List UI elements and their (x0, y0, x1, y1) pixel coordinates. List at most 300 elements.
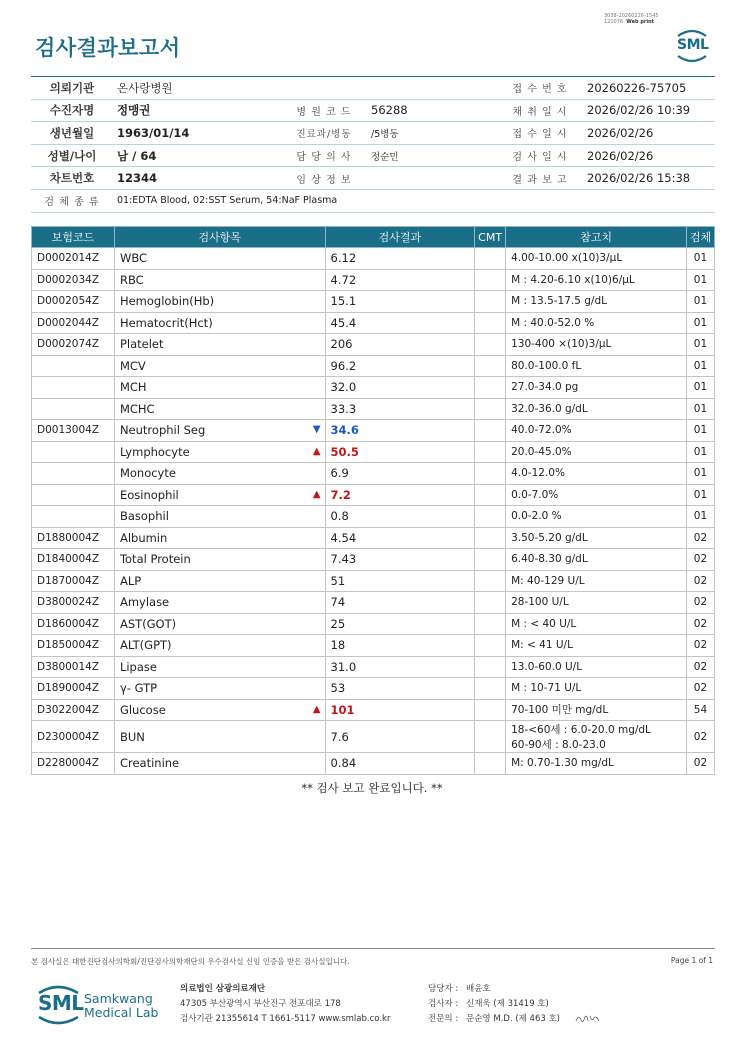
staff-row (428, 1012, 601, 1027)
reference-range (506, 398, 687, 420)
test-name-label: Eosinophil (119, 487, 179, 502)
test-name (114, 592, 325, 614)
test-name-label: γ- GTP (119, 681, 158, 696)
test-result-value: 6.9 (330, 466, 349, 481)
test-name-label: Lymphocyte (119, 444, 190, 459)
staff-label: 담당자 : (428, 984, 459, 994)
cmt-cell (475, 420, 506, 442)
doc-code-number: 121076 (604, 19, 624, 25)
test-result (325, 635, 475, 657)
test-result (325, 334, 475, 356)
info-value: 2026/02/26 15:38 (583, 167, 715, 190)
cmt-cell (475, 484, 506, 506)
test-result (325, 484, 475, 506)
sml-logo (672, 27, 712, 63)
specimen-code: 02 (686, 570, 714, 592)
test-name-label: AST(GOT) (119, 616, 177, 631)
test-result (325, 753, 475, 775)
reference-range (506, 613, 687, 635)
org-address: 47305 부산광역시 부산진구 전포대로 178 (180, 999, 341, 1009)
reference-line: 3.50-5.20 g/dL (511, 531, 588, 544)
test-result (325, 699, 475, 721)
cmt-cell (475, 248, 506, 270)
test-name-label: Monocyte (119, 466, 176, 481)
specimen-code: 02 (686, 656, 714, 678)
result-row (32, 420, 715, 442)
reference-line: M : 10-71 U/L (511, 682, 582, 695)
reference-line: M : < 40 U/L (511, 617, 577, 630)
header-cmt: CMT (475, 227, 506, 248)
info-row (31, 144, 715, 167)
test-result-value: 74 (330, 595, 346, 610)
test-name-label: Albumin (119, 530, 168, 545)
result-row (32, 398, 715, 420)
test-result-value: 25 (330, 616, 346, 631)
cmt-cell (475, 506, 506, 528)
test-result (325, 506, 475, 528)
reference-line: 32.0-36.0 g/dL (511, 402, 588, 415)
test-name (114, 377, 325, 399)
reference-range (506, 420, 687, 442)
header-insurance-code: 보험코드 (32, 227, 115, 248)
specimen-code: 01 (686, 355, 714, 377)
test-name (114, 269, 325, 291)
test-result-value: 53 (330, 681, 346, 696)
reference-range (506, 699, 687, 721)
organization-info (180, 982, 390, 1027)
info-value: /5병동 (367, 122, 497, 145)
staff-row (428, 982, 601, 997)
test-result-value: 15.1 (330, 294, 357, 309)
reference-range (506, 355, 687, 377)
test-result-value: 18 (330, 638, 346, 653)
result-row (32, 334, 715, 356)
info-label: 검 사 일 시 (497, 144, 583, 167)
cmt-cell (475, 312, 506, 334)
insurance-code: D0002014Z (32, 248, 115, 270)
insurance-code (32, 506, 115, 528)
test-name (114, 398, 325, 420)
reference-line: 60-90세 : 8.0-23.0 (511, 738, 606, 751)
reference-range (506, 527, 687, 549)
page-number: Page 1 of 1 (670, 956, 713, 965)
specimen-code: 01 (686, 377, 714, 399)
test-name (114, 355, 325, 377)
test-name-label: MCH (119, 380, 147, 395)
org-name: 의료법인 삼광의료재단 (180, 984, 266, 994)
test-name (114, 635, 325, 657)
specimen-code: 01 (686, 484, 714, 506)
footer-divider (31, 948, 715, 949)
cmt-cell (475, 355, 506, 377)
header-reference: 참고치 (506, 227, 687, 248)
header-test-item: 검사항목 (114, 227, 325, 248)
specimen-code: 01 (686, 269, 714, 291)
specimen-code: 01 (686, 312, 714, 334)
insurance-code: D3022004Z (32, 699, 115, 721)
insurance-code: D3800014Z (32, 656, 115, 678)
specimen-code: 01 (686, 398, 714, 420)
report-complete-text: ** 검사 보고 완료입니다. ** (301, 781, 443, 795)
cmt-cell (475, 377, 506, 399)
staff-value: 배윤호 (466, 984, 491, 994)
reference-range (506, 291, 687, 313)
test-result-value: 32.0 (330, 380, 357, 395)
specimen-value: 01:EDTA Blood, 02:SST Serum, 54:NaF Plasma (113, 189, 715, 212)
test-name-label: MCV (119, 358, 146, 373)
test-name-label: MCHC (119, 401, 155, 416)
test-name (114, 441, 325, 463)
insurance-code: D0013004Z (32, 420, 115, 442)
test-name-label: Amylase (119, 595, 170, 610)
test-name-label: RBC (119, 272, 144, 287)
test-result-value: 4.72 (330, 272, 357, 287)
reference-range (506, 570, 687, 592)
org-contact: 검사기관 21355614 T 1661-5117 www.smlab.co.kr (180, 1014, 391, 1024)
reference-range (506, 463, 687, 485)
page-title: 검사결과보고서 (35, 36, 181, 60)
result-row (32, 377, 715, 399)
insurance-code (32, 441, 115, 463)
info-value (367, 77, 497, 100)
test-name (114, 699, 325, 721)
info-value: 2026/02/26 10:39 (583, 99, 715, 122)
test-name (114, 312, 325, 334)
result-row (32, 613, 715, 635)
cmt-cell (475, 753, 506, 775)
result-row (32, 248, 715, 270)
insurance-code: D1890004Z (32, 678, 115, 700)
cmt-cell (475, 592, 506, 614)
test-name (114, 334, 325, 356)
result-row (32, 506, 715, 528)
info-value: 2026/02/26 (583, 144, 715, 167)
test-result-value: 50.5 (330, 444, 359, 459)
insurance-code: D1880004Z (32, 527, 115, 549)
reference-range (506, 753, 687, 775)
reference-line: M: < 41 U/L (511, 639, 573, 652)
reference-range (506, 721, 687, 753)
result-row (32, 656, 715, 678)
reference-line: 6.40-8.30 g/dL (511, 553, 588, 566)
logo-name-line1: Samkwang (84, 991, 153, 1006)
reference-line: 0.0-2.0 % (511, 510, 562, 523)
test-result-value: 51 (330, 573, 346, 588)
info-row (31, 99, 715, 122)
cmt-cell (475, 635, 506, 657)
test-name (114, 463, 325, 485)
reference-range (506, 678, 687, 700)
result-row (32, 549, 715, 571)
result-row (32, 570, 715, 592)
info-value: 12344 (113, 167, 281, 190)
cmt-cell (475, 656, 506, 678)
specimen-code: 01 (686, 248, 714, 270)
test-name-label: Lipase (119, 659, 157, 674)
logo-text: SML (677, 37, 709, 53)
info-label: 채 취 일 시 (497, 99, 583, 122)
info-label: 성별/나이 (31, 144, 113, 167)
test-result-value: 7.43 (330, 552, 357, 567)
reference-range (506, 377, 687, 399)
specimen-code: 01 (686, 334, 714, 356)
test-result-value: 96.2 (330, 358, 357, 373)
test-result (325, 291, 475, 313)
test-result (325, 592, 475, 614)
test-result (325, 441, 475, 463)
cmt-cell (475, 549, 506, 571)
info-label: 수진자명 (31, 99, 113, 122)
test-name-label: Hematocrit(Hct) (119, 315, 213, 330)
info-value: 정순민 (367, 144, 497, 167)
specimen-code: 01 (686, 420, 714, 442)
doc-code-line2 (604, 19, 694, 25)
info-label: 차트번호 (31, 167, 113, 190)
test-name-label: Neutrophil Seg (119, 423, 206, 438)
result-row (32, 269, 715, 291)
document-code (604, 13, 694, 25)
staff-label: 검사자 : (428, 999, 459, 1009)
test-result (325, 269, 475, 291)
test-name-label: Total Protein (119, 552, 191, 567)
info-label: 병 원 코 드 (281, 99, 367, 122)
reference-line: M: 0.70-1.30 mg/dL (511, 757, 614, 770)
info-value: 정맹권 (113, 99, 281, 122)
insurance-code (32, 484, 115, 506)
reference-range (506, 506, 687, 528)
specimen-code: 02 (686, 678, 714, 700)
cmt-cell (475, 269, 506, 291)
test-name (114, 753, 325, 775)
reference-line: 18-<60세 : 6.0-20.0 mg/dL (511, 723, 651, 736)
cmt-cell (475, 678, 506, 700)
signature-icon (575, 1013, 601, 1025)
result-row (32, 441, 715, 463)
specimen-code: 02 (686, 549, 714, 571)
web-print-label: Web print (626, 19, 655, 25)
test-result-value: 6.12 (330, 251, 357, 266)
cmt-cell (475, 699, 506, 721)
insurance-code (32, 355, 115, 377)
test-name (114, 506, 325, 528)
info-label: 의뢰기관 (31, 77, 113, 100)
insurance-code: D0002034Z (32, 269, 115, 291)
info-label: 담 당 의 사 (281, 144, 367, 167)
result-row (32, 678, 715, 700)
insurance-code: D0002044Z (32, 312, 115, 334)
info-value: 온사랑병원 (113, 77, 281, 100)
reference-line: 4.0-12.0% (511, 467, 565, 480)
test-result-value: 206 (330, 337, 353, 352)
test-result (325, 527, 475, 549)
reference-line: 20.0-45.0% (511, 445, 572, 458)
specimen-code: 54 (686, 699, 714, 721)
test-result (325, 248, 475, 270)
specimen-code: 02 (686, 753, 714, 775)
reference-range (506, 484, 687, 506)
info-label: 결 과 보 고 (497, 167, 583, 190)
results-header-row (32, 227, 715, 248)
low-flag-icon: ▼ (312, 424, 321, 436)
info-label: 진료과/병동 (281, 122, 367, 145)
reference-range (506, 549, 687, 571)
header-specimen: 검체 (686, 227, 714, 248)
result-row (32, 721, 715, 753)
reference-line: M: 40-129 U/L (511, 574, 585, 587)
info-label: 임 상 정 보 (281, 167, 367, 190)
insurance-code: D1850004Z (32, 635, 115, 657)
cmt-cell (475, 441, 506, 463)
insurance-code: D2280004Z (32, 753, 115, 775)
reference-range (506, 312, 687, 334)
logo-sml-text: SML (38, 991, 84, 1015)
info-value: 2026/02/26 (583, 122, 715, 145)
test-result-value: 101 (330, 702, 355, 717)
result-row (32, 527, 715, 549)
specimen-row (31, 189, 715, 212)
result-row (32, 592, 715, 614)
test-name (114, 549, 325, 571)
staff-row (428, 997, 601, 1012)
test-result-value: 7.6 (330, 729, 349, 744)
reference-line: 130-400 ×(10)3/μL (511, 338, 612, 351)
specimen-code: 01 (686, 506, 714, 528)
test-result (325, 549, 475, 571)
test-result (325, 312, 475, 334)
test-name (114, 613, 325, 635)
test-result (325, 463, 475, 485)
reference-range (506, 334, 687, 356)
test-result-value: 7.2 (330, 487, 351, 502)
reference-line: M : 40.0-52.0 % (511, 316, 595, 329)
reference-line: 13.0-60.0 U/L (511, 660, 583, 673)
cmt-cell (475, 570, 506, 592)
cmt-cell (475, 291, 506, 313)
test-result (325, 656, 475, 678)
test-name-label: WBC (119, 251, 148, 266)
specimen-code: 02 (686, 592, 714, 614)
results-table (31, 226, 715, 775)
test-result (325, 721, 475, 753)
insurance-code (32, 377, 115, 399)
result-row (32, 699, 715, 721)
insurance-code (32, 463, 115, 485)
test-result (325, 398, 475, 420)
reference-line: 28-100 U/L (511, 596, 569, 609)
reference-range (506, 635, 687, 657)
specimen-code: 01 (686, 463, 714, 485)
header-test-result: 검사결과 (325, 227, 475, 248)
cmt-cell (475, 334, 506, 356)
cmt-cell (475, 613, 506, 635)
reference-range (506, 248, 687, 270)
test-name-label: ALT(GPT) (119, 638, 172, 653)
staff-label: 전문의 : (428, 1014, 459, 1024)
insurance-code: D0002074Z (32, 334, 115, 356)
specimen-code: 02 (686, 635, 714, 657)
test-result-value: 31.0 (330, 659, 357, 674)
info-value: 1963/01/14 (113, 122, 281, 145)
result-row (32, 291, 715, 313)
test-result (325, 678, 475, 700)
test-name-label: ALP (119, 573, 142, 588)
reference-range (506, 592, 687, 614)
test-result (325, 355, 475, 377)
result-row (32, 635, 715, 657)
doc-code-line1: 3038-20260226-1545 (604, 13, 659, 19)
test-result (325, 613, 475, 635)
test-result-value: 45.4 (330, 315, 357, 330)
cmt-cell (475, 527, 506, 549)
reference-line: 27.0-34.0 pg (511, 381, 579, 394)
test-name-label: Hemoglobin(Hb) (119, 294, 215, 309)
patient-info-table (31, 76, 715, 213)
info-value: 남 / 64 (113, 144, 281, 167)
specimen-code: 02 (686, 613, 714, 635)
insurance-code: D0002054Z (32, 291, 115, 313)
reference-line: 80.0-100.0 fL (511, 359, 582, 372)
test-name (114, 420, 325, 442)
test-name-label: BUN (119, 729, 145, 744)
reference-line: M : 13.5-17.5 g/dL (511, 295, 607, 308)
info-label: 접 수 일 시 (497, 122, 583, 145)
info-label: 생년월일 (31, 122, 113, 145)
info-value: 20260226-75705 (583, 77, 715, 100)
insurance-code: D3800024Z (32, 592, 115, 614)
cmt-cell (475, 398, 506, 420)
high-flag-icon: ▲ (312, 703, 321, 715)
info-row (31, 167, 715, 190)
reference-line: 40.0-72.0% (511, 424, 572, 437)
staff-value: 문순영 M.D. (제 463 호) (466, 1014, 561, 1024)
test-name (114, 291, 325, 313)
test-name (114, 527, 325, 549)
reference-range (506, 441, 687, 463)
reference-range (506, 269, 687, 291)
test-name (114, 248, 325, 270)
cmt-cell (475, 721, 506, 753)
result-row (32, 753, 715, 775)
test-result (325, 420, 475, 442)
test-name-label: Platelet (119, 337, 164, 352)
test-name (114, 656, 325, 678)
test-result (325, 377, 475, 399)
test-name (114, 484, 325, 506)
cmt-cell (475, 463, 506, 485)
reference-line: 4.00-10.00 x(10)3/μL (511, 252, 623, 265)
test-result-value: 0.8 (330, 509, 349, 524)
test-result-value: 0.84 (330, 756, 357, 771)
info-row (31, 77, 715, 100)
staff-value: 신재욱 (제 31419 호) (466, 999, 549, 1009)
info-label: 접 수 번 호 (497, 77, 583, 100)
high-flag-icon: ▲ (312, 445, 321, 457)
result-row (32, 312, 715, 334)
staff-info (428, 982, 601, 1027)
test-result-value: 4.54 (330, 530, 357, 545)
test-name (114, 678, 325, 700)
footer-accreditation-note: 본 검사실은 대한진단검사의학회/진단검사의학재단의 우수검사실 신임 인증을 받은 검사실입니다. (31, 957, 350, 966)
reference-line: 70-100 미만 mg/dL (511, 704, 609, 717)
test-result (325, 570, 475, 592)
result-row (32, 463, 715, 485)
test-name-label: Glucose (119, 702, 166, 717)
specimen-code: 01 (686, 291, 714, 313)
insurance-code: D2300004Z (32, 721, 115, 753)
reference-line: 0.0-7.0% (511, 488, 559, 501)
test-name (114, 721, 325, 753)
test-name (114, 570, 325, 592)
